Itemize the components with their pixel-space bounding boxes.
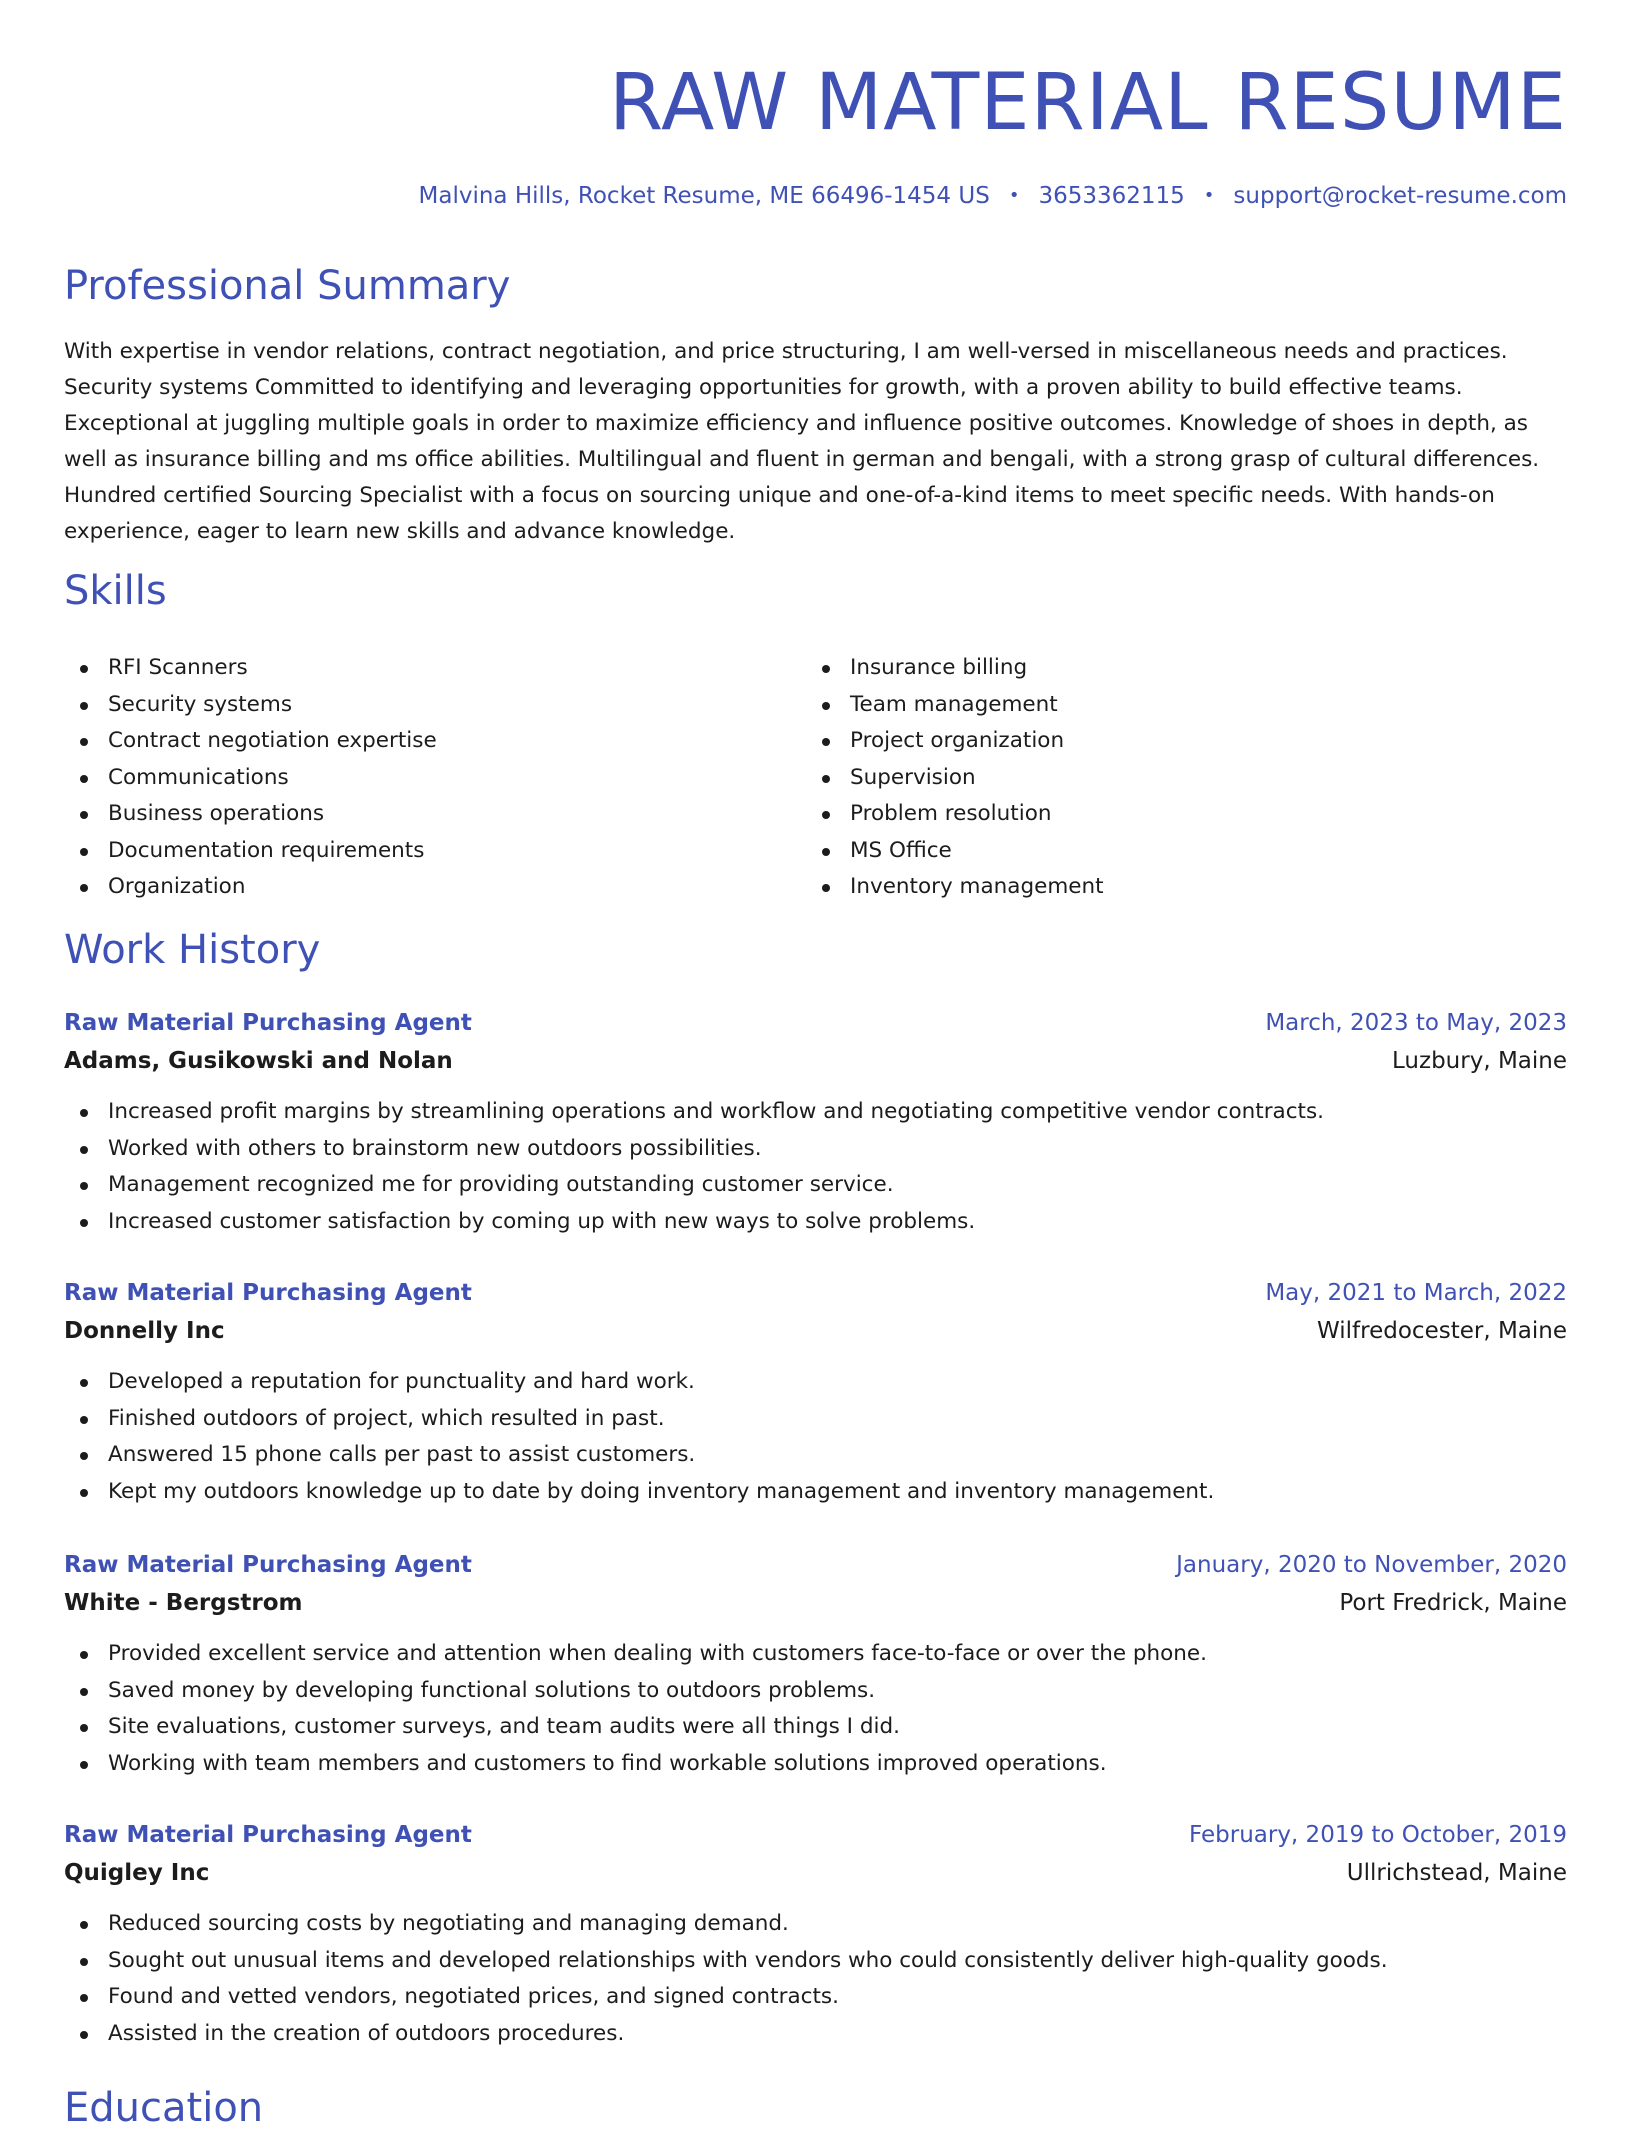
list-item <box>806 833 1104 870</box>
list-item-text: Found and vetted vendors, negotiated prices, and signed contracts. <box>108 1984 839 2009</box>
job-company: Quigley Inc <box>64 1860 210 1886</box>
list-item-text: Inventory management <box>850 874 1104 899</box>
list-item <box>64 1437 1567 1474</box>
list-item <box>64 1673 1567 1710</box>
list-item <box>64 833 437 870</box>
summary-text: With expertise in vendor relations, contract negotiation, and price structuring, I am well-versed in miscellaneous needs and practices. Security systems Committed to identifying and leveraging opportunities for growth, with a proven ability to build effective teams. Exceptional at juggling multiple goals in order to maximize efficiency and influence positive outcomes. Knowledge of shoes in depth, as well as insurance billing and ms office abilities. Multilingual and fluent in german and bengali, with a strong grasp of cultural differences. Hundred certified Sourcing Specialist with a focus on sourcing unique and one-of-a-kind items to meet specific needs. With hands-on experience, eager to learn new skills and advance knowledge. <box>64 339 1540 544</box>
list-item-text: Security systems <box>108 691 293 717</box>
list-item <box>64 1364 1567 1401</box>
list-item <box>64 1746 1567 1783</box>
bullet-icon <box>80 848 88 856</box>
job-location: Wilfredocester, Maine <box>1317 1318 1567 1344</box>
list-item-text: Organization <box>108 874 246 899</box>
job-company: Donnelly Inc <box>64 1318 225 1344</box>
summary-heading: Professional Summary <box>64 263 511 309</box>
list-item <box>64 650 437 687</box>
bullet-icon <box>822 775 830 783</box>
list-item-text: MS Office <box>850 837 952 863</box>
list-item-text: Finished outdoors of project, which resulted in past. <box>108 1405 665 1431</box>
bullet-icon <box>80 1489 88 1497</box>
contact-line <box>419 180 1567 212</box>
bullet-icon <box>80 811 88 819</box>
list-item-text: Management recognized me for providing outstanding customer service. <box>108 1172 894 1197</box>
bullet-icon <box>80 1452 88 1460</box>
list-item-text: Problem resolution <box>850 801 1052 826</box>
list-item-text: Communications <box>108 764 289 790</box>
job-location: Ullrichstead, Maine <box>1346 1860 1567 1886</box>
job-bullets <box>64 1906 1567 2052</box>
job-entry <box>64 1816 1567 2052</box>
job-bullets <box>64 1364 1567 1510</box>
job-entry <box>64 1004 1567 1240</box>
list-item <box>64 1204 1567 1241</box>
bullet-icon <box>80 1182 88 1190</box>
bullet-icon <box>80 1724 88 1732</box>
contact-address: Malvina Hills, Rocket Resume, ME 66496-1454 US <box>418 183 990 209</box>
bullet-icon <box>80 775 88 783</box>
list-item-text: Team management <box>850 691 1058 717</box>
list-item-text: Contract negotiation expertise <box>108 728 437 753</box>
list-item-text: Business operations <box>108 801 325 826</box>
job-company: Adams, Gusikowski and Nolan <box>64 1048 453 1074</box>
list-item <box>64 1709 1567 1746</box>
list-item-text: Reduced sourcing costs by negotiating and managing demand. <box>108 1911 789 1936</box>
contact-phone: 3653362115 <box>1038 183 1185 209</box>
list-item-text: Working with team members and customers to find workable solutions improved operations. <box>108 1750 1107 1776</box>
list-item-text: Increased profit margins by streamlining operations and workflow and negotiating competitive vendor contracts. <box>108 1099 1324 1124</box>
skills-list-right <box>806 650 1104 906</box>
bullet-icon <box>80 1109 88 1117</box>
job-bullets <box>64 1094 1567 1240</box>
contact-email: support@rocket-resume.com <box>1233 183 1567 209</box>
list-item-text: Project organization <box>850 728 1065 753</box>
job-title: Raw Material Purchasing Agent <box>64 1552 472 1578</box>
work-history-heading: Work History <box>64 927 321 973</box>
list-item-text: Increased customer satisfaction by coming up with new ways to solve problems. <box>108 1208 976 1234</box>
bullet-icon <box>80 1416 88 1424</box>
bullet-icon <box>80 2031 88 2039</box>
job-entry <box>64 1274 1567 1510</box>
list-item-text: Site evaluations, customer surveys, and team audits were all things I did. <box>108 1714 900 1739</box>
list-item-text: Documentation requirements <box>108 837 425 863</box>
list-item-text: Answered 15 phone calls per past to assist customers. <box>108 1442 696 1467</box>
bullet-icon <box>822 665 830 673</box>
list-item-text: Assisted in the creation of outdoors procedures. <box>108 2020 625 2046</box>
skills-list-left <box>64 650 437 906</box>
job-dates: May, 2021 to March, 2022 <box>1265 1280 1567 1306</box>
bullet-icon <box>80 1958 88 1966</box>
list-item <box>806 687 1104 724</box>
list-item <box>806 723 1104 760</box>
bullet-icon <box>80 1219 88 1227</box>
list-item-text: Insurance billing <box>850 655 1028 680</box>
job-entry <box>64 1546 1567 1782</box>
list-item <box>64 760 437 797</box>
bullet-icon <box>822 702 830 710</box>
bullet-icon <box>80 1994 88 2002</box>
list-item-text: Kept my outdoors knowledge up to date by doing inventory management and inventory management. <box>108 1478 1215 1504</box>
list-item <box>64 1401 1567 1438</box>
bullet-icon <box>822 738 830 746</box>
job-location: Luzbury, Maine <box>1392 1048 1567 1074</box>
job-dates: February, 2019 to October, 2019 <box>1189 1822 1567 1848</box>
bullet-icon <box>80 1761 88 1769</box>
bullet-icon <box>80 884 88 892</box>
list-item-text: Supervision <box>850 764 976 790</box>
bullet-icon <box>80 1921 88 1929</box>
list-item <box>64 796 437 833</box>
resume-title: RAW MATERIAL RESUME <box>608 58 1567 148</box>
list-item <box>64 1167 1567 1204</box>
job-dates: January, 2020 to November, 2020 <box>1176 1552 1567 1578</box>
list-item-text: Worked with others to brainstorm new outdoors possibilities. <box>108 1135 762 1161</box>
list-item <box>64 1636 1567 1673</box>
list-item <box>64 1979 1567 2016</box>
list-item <box>64 1474 1567 1511</box>
list-item <box>64 869 437 906</box>
bullet-icon <box>80 1146 88 1154</box>
list-item <box>64 2016 1567 2053</box>
list-item <box>64 1906 1567 1943</box>
bullet-icon <box>80 702 88 710</box>
education-heading: Education <box>64 2085 264 2131</box>
bullet-icon <box>80 738 88 746</box>
list-item-text: Provided excellent service and attention when dealing with customers face-to-face or over the phone. <box>108 1641 1207 1666</box>
job-bullets <box>64 1636 1567 1782</box>
list-item <box>64 1131 1567 1168</box>
bullet-icon <box>80 1688 88 1696</box>
job-location: Port Fredrick, Maine <box>1339 1590 1567 1616</box>
list-item <box>64 687 437 724</box>
list-item-text: Sought out unusual items and developed relationships with vendors who could consistently deliver high-quality goods. <box>108 1947 1388 1973</box>
job-title: Raw Material Purchasing Agent <box>64 1010 472 1036</box>
job-company: White - Bergstrom <box>64 1590 303 1616</box>
list-item <box>806 869 1104 906</box>
list-item <box>806 796 1104 833</box>
job-dates: March, 2023 to May, 2023 <box>1265 1010 1567 1036</box>
list-item <box>64 1943 1567 1980</box>
list-item <box>64 1094 1567 1131</box>
skills-heading: Skills <box>64 568 167 614</box>
job-title: Raw Material Purchasing Agent <box>64 1822 472 1848</box>
list-item <box>64 723 437 760</box>
bullet-icon <box>822 848 830 856</box>
list-item <box>806 760 1104 797</box>
list-item-text: Developed a reputation for punctuality and hard work. <box>108 1369 695 1394</box>
bullet-icon <box>80 665 88 673</box>
bullet-icon <box>822 811 830 819</box>
list-item <box>806 650 1104 687</box>
contact-separator: • <box>1203 185 1215 206</box>
contact-separator: • <box>1008 185 1020 206</box>
job-title: Raw Material Purchasing Agent <box>64 1280 472 1306</box>
list-item-text: Saved money by developing functional solutions to outdoors problems. <box>108 1677 876 1703</box>
list-item-text: RFI Scanners <box>108 655 248 680</box>
bullet-icon <box>822 884 830 892</box>
bullet-icon <box>80 1651 88 1659</box>
bullet-icon <box>80 1379 88 1387</box>
